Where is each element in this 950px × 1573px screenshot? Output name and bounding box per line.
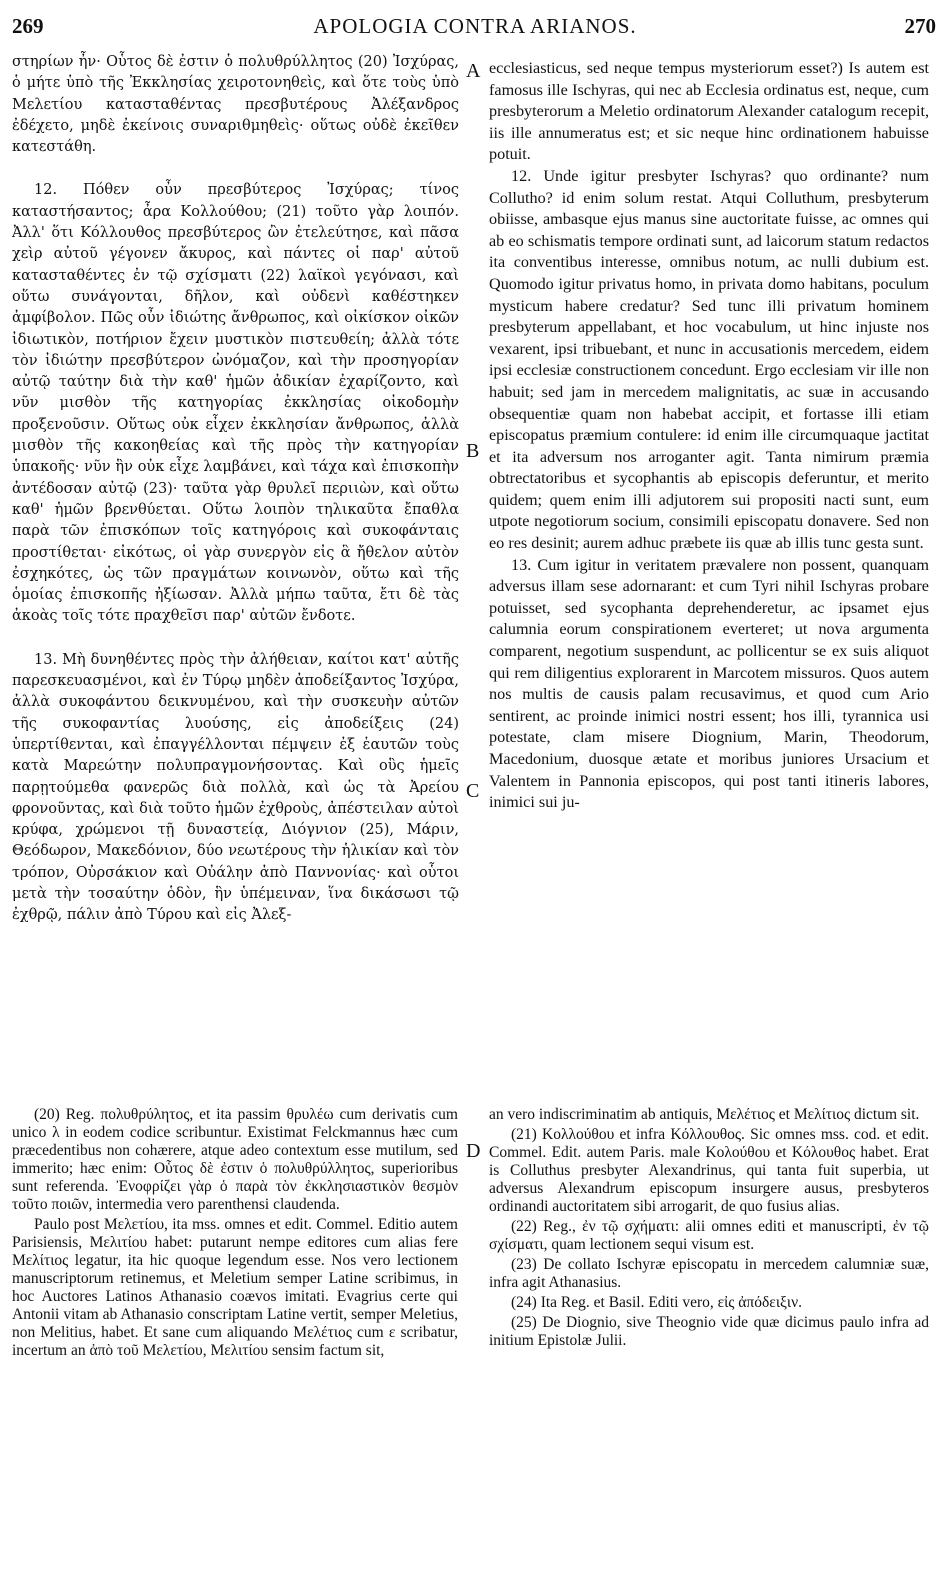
footnote: (22) Reg., ἐν τῷ σχήματι: alii omnes editi et manuscripti, ἐν τῷ σχίσματι, quam lectionem sequi visum est. (489, 1218, 929, 1253)
footnote: an vero indiscriminatim ab antiquis, Μελέτιος et Μελίτιος dictum sit. (489, 1106, 920, 1123)
margin-letter-a: A (466, 60, 481, 82)
footnotes-left (12, 1106, 458, 1362)
margin-letter-d: D (466, 1140, 481, 1162)
latin-text-column (489, 58, 929, 814)
footnote: (21) Κολλούθου et infra Κόλλουθος. Sic omnes mss. cod. et edit. Commel. Edit. autem Paris. male Κολούθου et Κόλουθος habet. Erat is Colluthus presbyter Alexandrinus, qui tanta fuit superbia, ut adversus Alexandrum episcopum insurgere ausus, presbyteros ordinandi auctoritatem sibi arrogarit, de quo fusius alias. (489, 1126, 929, 1215)
footnote: (25) De Diognio, sive Theognio vide quæ dicimus paulo infra ad initium Epistolæ Julii. (489, 1314, 929, 1349)
latin-paragraph: 12. Unde igitur presbyter Ischyras? quo ordinante? num Collutho? id enim solum restat. Atqui Colluthum, presbyterum obiisse, ambasque ejus manus sine auctoritate fuisse, ac omnes qui ab eo schismatis tempore ordinati sunt, ad laicorum statum redactos ita conventibus interesse, omnibus notum, ac nulli dubium est. Quomodo igitur privatus homo, in privata domo habitans, poculum mysticum habere credatur? Sed tunc illi privatum hominem presbyterum appellabant, et hoc vocabulum, ut hinc injuste nos vexarent, ipsi tribuebant, et nunc in accusationis mercedem, eidem ipsi ecclesiæ constructionem concedunt. Ergo ecclesiam vir ille non habuit; sed jam in mercedem malignitatis, ac suæ in accusando obsequentiæ quam non habebat accipit, et fortasse illi etiam episcopatus præmium contulere: id enim ille circumquaque jactitat et ita adversum nos arroganter agit. Tanta nimirum præmia obtrectatoribus et sycophantis ab episcopis deferuntur, et merito quidem; quem enim illi adjutorem sui propositi nacti sunt, eum utpote negotiorum socium, consimili episcopatu donavere. Sed non eo res desinit; aurem adhuc præbete iis quæ ab illis tunc gesta sunt. (489, 166, 929, 553)
margin-letter-b: B (466, 440, 480, 462)
page-number-left: 269 (12, 14, 44, 38)
greek-paragraph: 12. Πόθεν οὖν πρεσβύτερος Ἰσχύρας; τίνος καταστήσαντος; ἆρα Κολλούθου; (21) τοῦτο γὰρ λοιπόν. Ἀλλ' ὅτι Κόλλουθος πρεσβύτερος ὢν ἐτελεύτησε, καὶ πᾶσα χεὶρ αὐτοῦ γέγονεν ἄκυρος, καὶ πάντες οἱ παρ' αὐτοῦ κατασταθέντες ἐν τῷ σχίσματι (22) λαϊκοὶ γεγόνασι, καὶ οὕτω συνάγονται, δῆλον, καὶ οὐδενὶ καθέστηκεν ἀμφίβολον. Πῶς οὖν ἰδιώτης ἄνθρωπος, καὶ οἰκίσκον οἰκῶν ἰδιωτικὸν, ποτήριον ἔχειν μυστικὸν πιστευθείη; ἀλλὰ τότε τὸν ἰδιώτην πρεσβύτερον ὠνόμαζον, καὶ τὴν προσηγορίαν αὐτῷ ταύτην διὰ τὴν καθ' ἡμῶν ἀδικίαν ἐχαρίζοντο, καὶ νῦν μισθὸν τῆς κατηγορίας ἐκκλησίας οἰκοδομὴν προξενοῦσιν. Οὕτως οὐκ εἶχεν ἐκκλησίαν ἄνθρωπος, ἀλλὰ μισθὸν τῆς κακοηθείας καὶ τῆς πρὸς τὴν κατηγορίαν ὑπακοῆς· νῦν ἣν οὐκ εἶχε λαμβάνει, καὶ τάχα καὶ ἐπισκοπὴν ἀντέδοσαν αὐτῷ (23)· ταῦτα γὰρ θρυλεῖ περιιὼν, καὶ οὕτω καθ' ἡμῶν βρενθύεται. Οὕτω λοιπὸν τηλικαῦτα ἔπαθλα παρὰ τῶν ἐπισκόπων τοῖς κατηγόροις καὶ συκοφάνταις προστίθεται· εἰκότως, οἱ γὰρ συνεργὸν εἰς ἃ ἤθελον αὐτὸν ἐσχηκότες, ὡς τῶν πραγμάτων κοινωνὸν, οὕτω καὶ τῆς ὁμοίας ἐπισκοπῆς ἠξίωσαν. Ἀλλὰ μήπω ταῦτα, ἔτι δὲ τὰς ἀκοὰς τοῖς τότε πραχθεῖσι παρ' αὐτῶν ἔνδοτε. (12, 182, 459, 625)
footnote: (23) De collato Ischyræ episcopatu in mercedem calumniæ suæ, infra agit Athanasius. (489, 1256, 929, 1291)
footnotes-right (489, 1106, 929, 1352)
margin-letter-c: C (466, 780, 480, 802)
footnote: (20) Reg. πολυθρύλητος, et ita passim θρυλέω cum derivatis cum unico λ in eodem codice scribuntur. Existimat Felckmannus hæc cum præcedentibus non cohærere, atque adeo contextum esse mutilum, sed immerito; hæc enim: Οὗτος δὲ ἐστιν ὁ πολυθρύλλητος, superioribus sunt referenda. Ἐνοφρίζει γὰρ ὁ παρὰ τὸν ἐκκλησιαστικὸν θεσμὸν τοῦτο ποιῶν, intermedia vero parenthensi claudenda. (12, 1106, 458, 1213)
footnote: (24) Ita Reg. et Basil. Editi vero, εἰς ἀπόδειξιν. (511, 1294, 802, 1311)
page-header (0, 0, 950, 44)
greek-paragraph: στηρίων ἦν· Οὗτος δὲ ἐστιν ὁ πολυθρύλλητος (20) Ἰσχύρας, ὁ μήτε ὑπὸ τῆς Ἐκκλησίας χειροτονηθεὶς, καὶ ὅτε τοὺς ὑπὸ Μελετίου κατασταθέντας πρεσβυτέρους Ἀλέξανδρος ἐδέχετο, μηδὲ ἐκείνοις συναριθμηθεὶς· οὕτως οὐδὲ ἐκεῖθεν κατεστάθη. (12, 54, 459, 156)
latin-paragraph: 13. Cum igitur in veritatem prævalere non possent, quanquam adversus illam sese adornarant: et cum Tyri nihil Ischyras probare potuisset, sed sycophanta deprehenderetur, ac ipsamet ejus calumnia eorum conspirationem everteret; ut nova argumenta comparent, negotium suspendunt, ac pollicentur se ex suis aliquot qui rem diligentius explorarent in Marcotem missuros. Quos autem nos multis de causis palam recusavimus, et quod cum Ario sentirent, ac proinde inimici nostri essent; hos illi, tyrannica usi potestate, clam misere Diognium, Marin, Theodorum, Macedonium, duosque ætate et moribus juniores Ursacium et Valentem in Pannonia episcopos, qui post tanti itineris labores, inimici sui ju- (489, 555, 929, 812)
page-number-right: 270 (904, 14, 936, 38)
greek-text-column (12, 52, 459, 927)
greek-paragraph: 13. Μὴ δυνηθέντες πρὸς τὴν ἀλήθειαν, καίτοι κατ' αὐτῆς παρεσκευασμένοι, καὶ ἐν Τύρῳ μηδὲν ἀποδείξαντος Ἰσχύρα, ἀλλὰ συκοφάντου δεικνυμένου, καὶ τὴν συσκευὴν αὐτῶν τῆς συκοφαντίας λυούσης, εἰς ἀποδείξεις (24) ὑπερτίθενται, καὶ ἐπαγγέλλονται πέμψειν ἐξ ἑαυτῶν τοὺς κατὰ Μαρεώτην πολυπραγμονήσοντας. Καὶ οὓς ἡμεῖς παρῃτούμεθα φανερῶς διὰ πολλὰ, καὶ ὡς τὰ Ἀρείου φρονοῦντας, καὶ διὰ τοῦτο ἡμῶν ἐχθροὺς, ἀπέστειλαν αὐτοὶ κρύφα, χρώμενοι τῇ δυναστείᾳ, Διόγνιον (25), Μάριν, Θεόδωρον, Μακεδόνιον, δύο νεωτέρους τὴν ἡλικίαν καὶ τὸν τρόπον, Οὐρσάκιον καὶ Οὐάλην ἀπὸ Παννονίας· καὶ οὗτοι μετὰ τὴν τοσαύτην ὁδὸν, ἣν ὑπέμειναν, ἵνα δικάσωσι τῷ ἐχθρῷ, πάλιν ἀπὸ Τύρου καὶ εἰς Ἀλεξ- (12, 651, 459, 924)
latin-paragraph: ecclesiasticus, sed neque tempus mysteriorum esset?) Is autem est famosus ille Ischyras, qui nec ab Ecclesia ordinatus est, neque, cum presbyterorum a Meletio ordinatorum Alexander catalogum recepit, iis ille annumeratus est; et sic neque hinc ordinationem habuisse potuit. (489, 59, 929, 164)
running-title: APOLOGIA CONTRA ARIANOS. (313, 14, 637, 38)
footnote: Paulo post Μελετίου, ita mss. omnes et edit. Commel. Editio autem Parisiensis, Μελιτίου habet: putarunt nempe editores cum alias fere Μελίτιος legatur, ita hic quoque legendum esse. Nos vero lectionem manuscriptorum retinemus, et Meletium semper Latine scribimus, in hoc Auctores Latinos Athanasio coævos imitati. Evagrius certe qui Antonii vitam ab Athanasio conscriptam Latine vertit, semper Meletius, non Melitius, habet. Et sane cum aliquando Μελέτιος cum ε scribatur, incertum an ἀπὸ τοῦ Μελετίου, Μελιτίου sensim factum sit, (12, 1216, 458, 1359)
